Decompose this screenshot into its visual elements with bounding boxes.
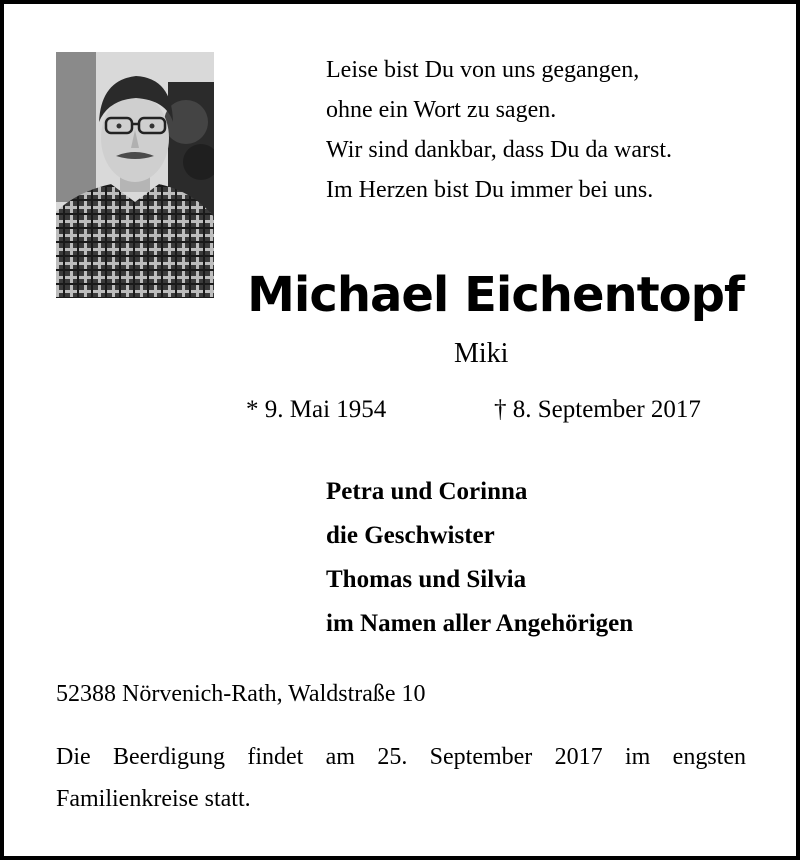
poem-line: Wir sind dankbar, dass Du da warst. bbox=[326, 137, 672, 163]
mourners-list bbox=[326, 470, 633, 646]
mourner-line: die Geschwister bbox=[326, 522, 495, 549]
birth-date: * 9. Mai 1954 bbox=[246, 396, 387, 423]
deceased-nickname: Miki bbox=[454, 338, 509, 369]
funeral-notice: Die Beerdigung findet am 25. September 2017 im engsten Familienkreise statt. bbox=[56, 744, 746, 812]
poem-line: Im Herzen bist Du immer bei uns. bbox=[326, 177, 654, 203]
mourner-line: Petra und Corinna bbox=[326, 478, 528, 505]
poem-line: Leise bist Du von uns gegangen, bbox=[326, 57, 640, 83]
poem-line: ohne ein Wort zu sagen. bbox=[326, 97, 557, 123]
deceased-name: Michael Eichentopf bbox=[247, 267, 744, 323]
poem bbox=[326, 50, 672, 210]
death-date: † 8. September 2017 bbox=[494, 396, 701, 423]
obituary-card bbox=[4, 4, 796, 856]
mourner-line: im Namen aller Angehörigen bbox=[326, 610, 634, 637]
mourner-line: Thomas und Silvia bbox=[326, 566, 527, 593]
address: 52388 Nörvenich-Rath, Waldstraße 10 bbox=[56, 681, 426, 707]
